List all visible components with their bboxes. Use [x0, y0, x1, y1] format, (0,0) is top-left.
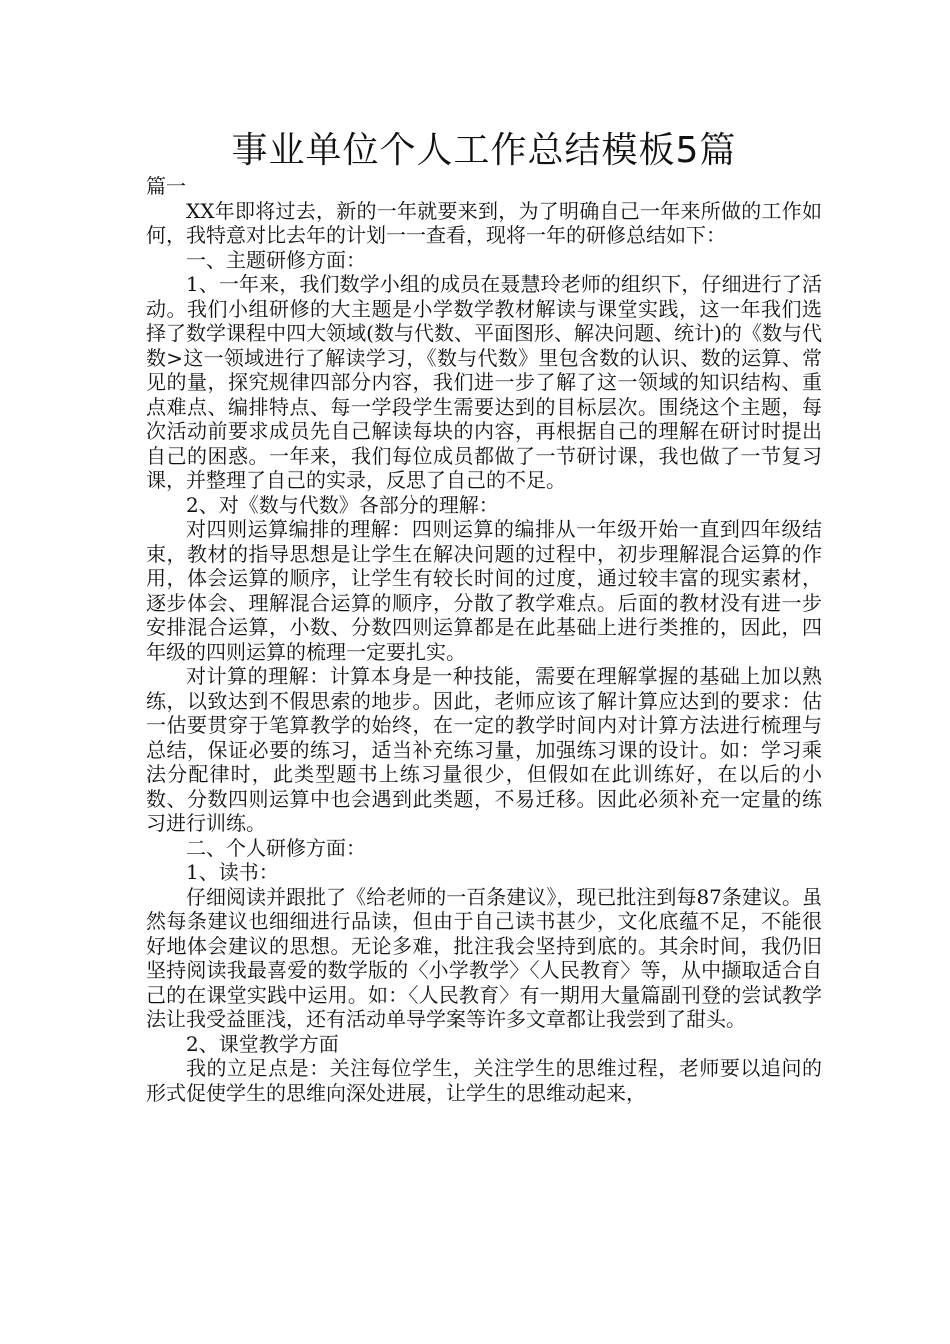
- heading-reading: 1、读书：: [186, 860, 279, 884]
- paragraph-arithmetic: 对四则运算编排的理解：四则运算的编排从一年级开始一直到四年级结束，教材的指导思想是让学生在解决问题的过程中，初步理解混合运算的作用，体会运算的顺序，让学生有较长时间的过度，通过较丰富的现实素材，逐步体会、理解混合运算的顺序，分散了教学难点。后面的教材没有进一步安排混合运算，小数、分数四则运算都是在此基础上进行类推的，因此，四年级的四则运算的梳理一定要扎实。: [146, 517, 822, 664]
- paragraph-reading: 仔细阅读并跟批了《给老师的一百条建议》，现已批注到每87条建议。虽然每条建议也细细进行品读，但由于自己读书甚少，文化底蕴不足，不能很好地体会建议的思想。无论多难，批注我会坚持到底的。其余时间，我仍旧坚持阅读我最喜爱的数学版的〈小学教学〉〈人民教育〉等，从中撷取适合自己的在课堂实践中运用。如：〈人民教育〉有一期用大量篇副刊登的尝试教学法让我受益匪浅，还有活动单导学案等许多文章都让我尝到了甜头。: [146, 884, 822, 1031]
- heading-topic-study: 一、主题研修方面：: [186, 247, 366, 272]
- paragraph-intro: XX年即将过去，新的一年就要来到，为了明确自己一年来所做的工作如何，我特意对比去年的计划一一查看，现将一年的研修总结如下：: [146, 198, 822, 247]
- section-label: 篇一: [146, 174, 186, 198]
- heading-classroom: 2、课堂教学方面: [186, 1031, 339, 1056]
- paragraph-group-activity: 1、一年来，我们数学小组的成员在聂慧玲老师的组织下，仔细进行了活动。我们小组研修的大主题是小学数学教材解读与课堂实践，这一年我们选择了数学课程中四大领域(数与代数、平面图形、解决问题、统计)的《数与代数>这一领域进行了解读学习，《数与代数》里包含数的认识、数的运算、常见的量，探究规律四部分内容，我们进一步了解了这一领域的知识结构、重点难点、编排特点、每一学段学生需要达到的目标层次。围绕这个主题，每次活动前要求成员先自己解读每块的内容，再根据自己的理解在研讨时提出自己的困惑。一年来，我们每位成员都做了一节研讨课，我也做了一节复习课，并整理了自己的实录，反思了自己的不足。: [146, 272, 822, 492]
- paragraph-calculation: 对计算的理解：计算本身是一种技能，需要在理解掌握的基础上加以熟练，以致达到不假思索的地步。因此，老师应该了解计算应达到的要求：估一估要贯穿于笔算教学的始终，在一定的教学时间内对计算方法进行梳理与总结，保证必要的练习，适当补充练习量，加强练习课的设计。如：学习乘法分配律时，此类型题书上练习量很少，但假如在此训练好，在以后的小数、分数四则运算中也会遇到此类题，不易迁移。因此必须补充一定量的练习进行训练。: [146, 664, 822, 835]
- heading-personal-study: 二、个人研修方面：: [186, 835, 366, 860]
- document-page: [146, 128, 822, 1105]
- document-title: 事业单位个人工作总结模板5篇: [231, 130, 737, 171]
- heading-understanding: 2、对《数与代数》各部分的理解：: [186, 492, 499, 517]
- paragraph-classroom: 我的立足点是：关注每位学生，关注学生的思维过程，老师要以追问的形式促使学生的思维向深处进展，让学生的思维动起来，: [146, 1056, 822, 1105]
